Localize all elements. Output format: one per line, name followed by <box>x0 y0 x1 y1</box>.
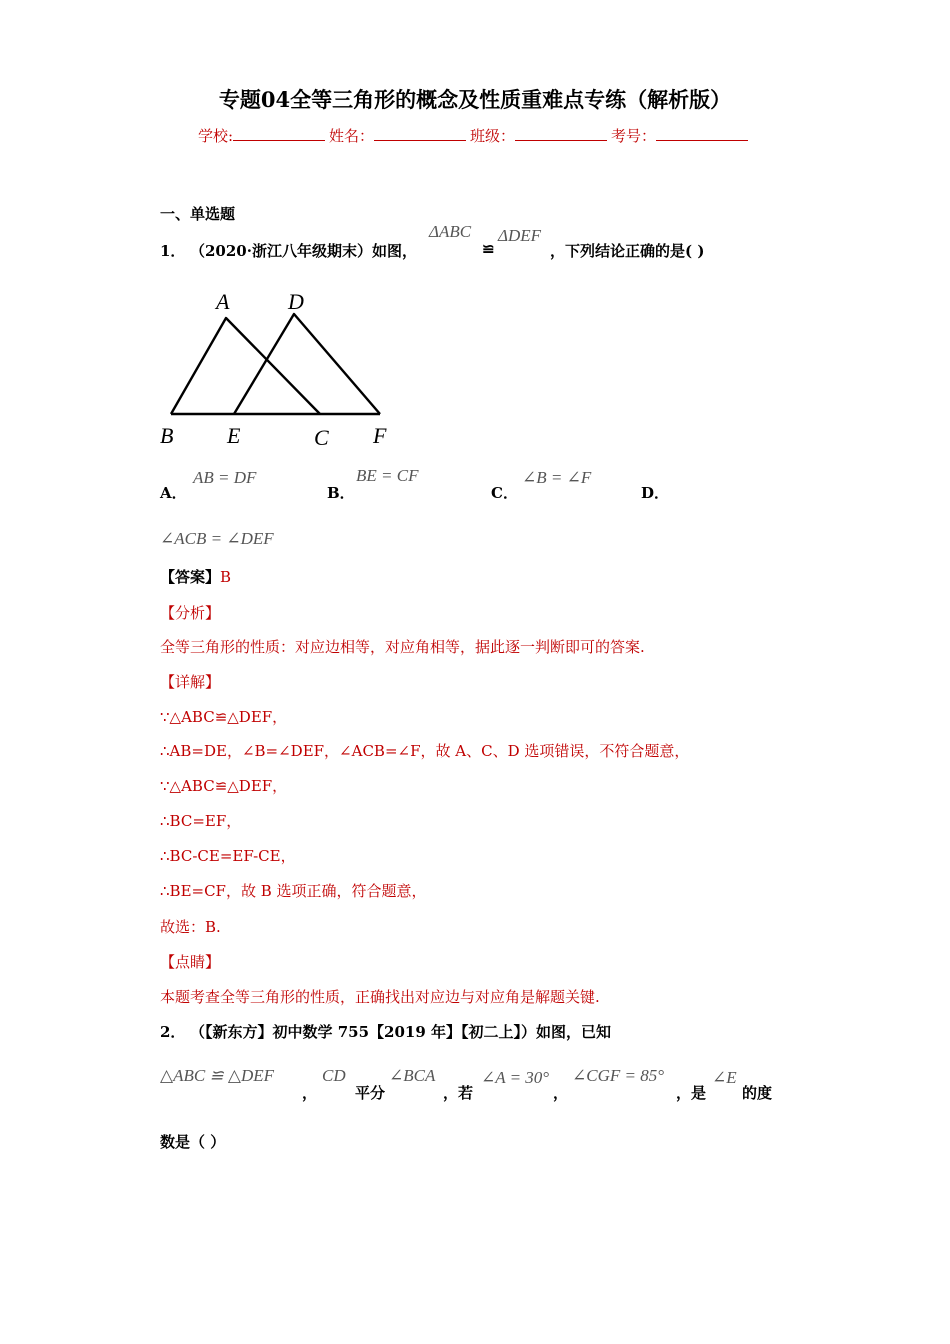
q2-expr-angle-cgf: ∠CGF = 85° <box>572 1066 665 1085</box>
q1-triangle-figure <box>150 285 400 450</box>
option-a-expr[interactable]: AB = DF <box>193 468 257 487</box>
q1-math-right: ΔDEF <box>498 226 542 245</box>
class-blank[interactable] <box>515 126 607 141</box>
answer-tag: 【答案】 <box>160 568 221 586</box>
option-b-expr[interactable]: BE = CF <box>356 466 419 485</box>
comment-tag: 【点睛】 <box>160 953 221 971</box>
option-d-letter: D． <box>641 484 670 502</box>
q2-expr-angle-e: ∠E <box>712 1068 737 1087</box>
label-c: C <box>314 425 329 450</box>
exam-no-blank[interactable] <box>656 126 748 141</box>
q1-math-left: ΔABC <box>429 222 472 241</box>
answer-line <box>160 566 231 587</box>
detail-line: ∴AB=DE，∠B=∠DEF，∠ACB=∠F，故 A、C、D 选项错误，不符合题意， <box>160 742 690 760</box>
school-label: 学校: <box>197 127 233 145</box>
comment-text: 本题考查全等三角形的性质，正确找出对应边与对应角是解题关键. <box>160 988 600 1006</box>
q2-source: （【新东方】初中数学 755【2019 年】【初二上】）如图，已知 <box>190 1023 612 1041</box>
detail-line: 故选：B. <box>160 918 221 936</box>
q2-sep: ， <box>553 1084 569 1102</box>
option-b-letter: B． <box>327 484 355 502</box>
detail-tag: 【详解】 <box>160 673 221 691</box>
q2-expr-bca: ∠BCA <box>389 1066 436 1085</box>
q2-number: 2． <box>160 1023 186 1041</box>
student-info-line <box>0 125 950 146</box>
detail-line: ∵△ABC≌△DEF， <box>160 777 288 795</box>
q2-sep: ， <box>302 1084 318 1102</box>
page-title: 专题04全等三角形的概念及性质重难点专练（解析版） <box>218 87 732 112</box>
option-d-expr[interactable]: ∠ACB = ∠DEF <box>160 529 274 548</box>
name-label: 姓名： <box>329 127 375 145</box>
option-c-letter: C． <box>491 484 518 502</box>
analysis-tag: 【分析】 <box>160 604 221 622</box>
q2-expr-angle-a: ∠A = 30° <box>481 1068 550 1087</box>
triangle-abc-edges <box>171 318 320 414</box>
q2-line2: 数是（ ） <box>160 1133 226 1151</box>
q2-expr-cd: CD <box>322 1066 346 1085</box>
q1-source: （2020·浙江八年级期末）如图， <box>190 242 417 260</box>
analysis-text: 全等三角形的性质：对应边相等，对应角相等，据此逐一判断即可的答案. <box>160 638 645 656</box>
name-blank[interactable] <box>374 126 466 141</box>
label-a: A <box>216 289 230 314</box>
q2-word-bisect: 平分 <box>355 1084 386 1102</box>
q2-word-then: ，是 <box>676 1084 707 1102</box>
label-f: F <box>373 423 387 448</box>
detail-line: ∴BC=EF， <box>160 812 242 830</box>
q1-number: 1． <box>160 242 186 260</box>
detail-line: ∴BC-CE=EF-CE， <box>160 847 296 865</box>
school-blank[interactable] <box>233 126 325 141</box>
label-e: E <box>227 423 241 448</box>
class-label: 班级： <box>470 127 516 145</box>
option-c-expr[interactable]: ∠B = ∠F <box>522 468 592 487</box>
exam-no-label: 考号： <box>611 127 657 145</box>
q2-word-degree: 的度 <box>742 1084 773 1102</box>
label-d: D <box>288 289 304 314</box>
q1-congruent-symbol: ≌ <box>482 240 495 258</box>
q2-word-if: ，若 <box>443 1084 474 1102</box>
q2-expr-congruent: △ABC ≌ △DEF <box>160 1066 275 1085</box>
option-a-letter: A． <box>160 484 187 502</box>
detail-line: ∵△ABC≌△DEF， <box>160 708 288 726</box>
section-heading: 一、单选题 <box>160 205 236 223</box>
triangle-def-edges <box>234 314 380 414</box>
detail-line: ∴BE=CF，故 B 选项正确，符合题意， <box>160 882 427 900</box>
label-b: B <box>160 423 174 448</box>
answer-value: B <box>220 568 232 586</box>
q1-stem-tail: ，下列结论正确的是( ) <box>550 242 705 260</box>
